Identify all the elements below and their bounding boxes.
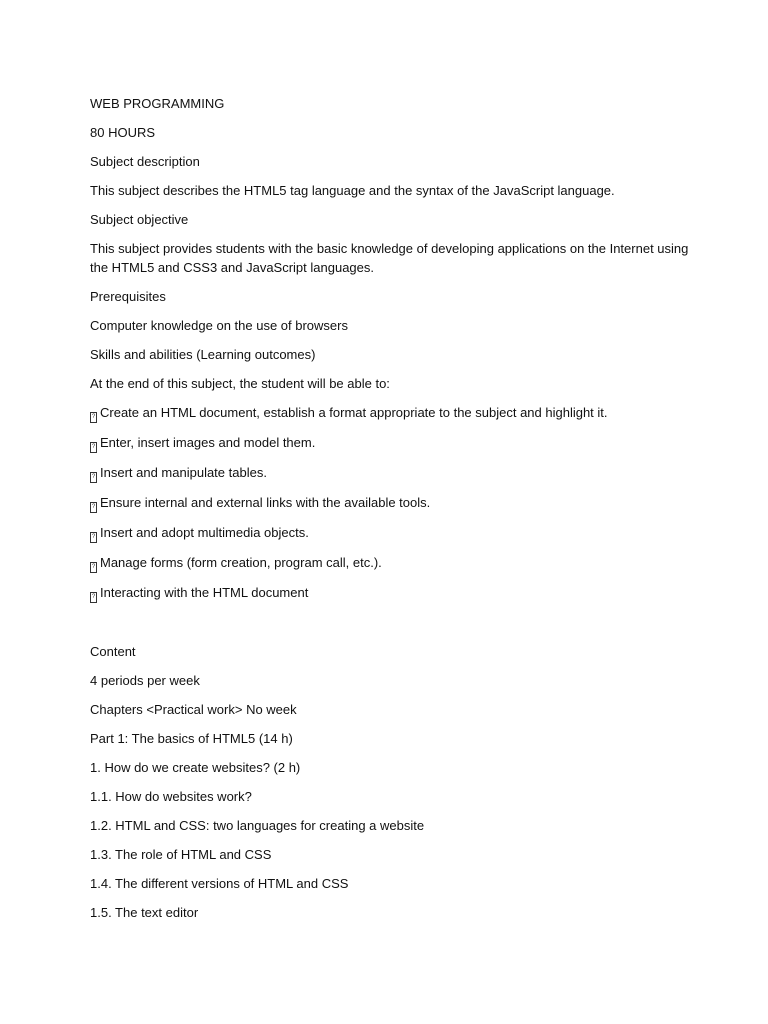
section-item: 1.3. The role of HTML and CSS (90, 847, 272, 862)
skills-intro: At the end of this subject, the student will be able to: (90, 376, 390, 391)
prerequisites-text: Computer knowledge on the use of browsers (90, 318, 348, 333)
outcome-item (90, 403, 690, 423)
document-body (90, 94, 690, 932)
missing-glyph-bullet-icon: ? (90, 532, 97, 543)
description-heading: Subject description (90, 154, 200, 169)
outcome-text: Insert and manipulate tables. (100, 465, 267, 480)
chapters-line: Chapters <Practical work> No week (90, 702, 297, 717)
missing-glyph-bullet-icon: ? (90, 562, 97, 573)
section-item: 1.5. The text editor (90, 905, 199, 920)
outcome-text: Manage forms (form creation, program call, etc.). (100, 555, 382, 570)
outcome-text: Create an HTML document, establish a format appropriate to the subject and highlight it. (100, 405, 608, 420)
outcome-item (90, 583, 690, 603)
outcome-item (90, 433, 690, 453)
course-title: WEB PROGRAMMING (90, 96, 225, 111)
section-item: 1.2. HTML and CSS: two languages for creating a website (90, 818, 425, 833)
section-item: 1.4. The different versions of HTML and CSS (90, 876, 349, 891)
missing-glyph-bullet-icon: ? (90, 502, 97, 513)
outcome-text: Insert and adopt multimedia objects. (100, 525, 309, 540)
missing-glyph-bullet-icon: ? (90, 412, 97, 423)
course-hours: 80 HOURS (90, 125, 156, 140)
missing-glyph-bullet-icon: ? (90, 442, 97, 453)
outcome-text: Ensure internal and external links with the available tools. (100, 495, 431, 510)
outcome-item (90, 553, 690, 573)
spacer (90, 613, 690, 642)
section-item: 1.1. How do websites work? (90, 789, 252, 804)
outcome-item (90, 523, 690, 543)
part-heading: Part 1: The basics of HTML5 (14 h) (90, 731, 293, 746)
description-text: This subject describes the HTML5 tag language and the syntax of the JavaScript language. (90, 183, 615, 198)
content-heading: Content (90, 644, 136, 659)
outcome-text: Interacting with the HTML document (100, 585, 309, 600)
outcome-item (90, 463, 690, 483)
prerequisites-heading: Prerequisites (90, 289, 166, 304)
outcome-text: Enter, insert images and model them. (100, 435, 316, 450)
skills-heading: Skills and abilities (Learning outcomes) (90, 347, 316, 362)
missing-glyph-bullet-icon: ? (90, 472, 97, 483)
outcome-item (90, 493, 690, 513)
chapter-heading: 1. How do we create websites? (2 h) (90, 760, 301, 775)
missing-glyph-bullet-icon: ? (90, 592, 97, 603)
objective-text: This subject provides students with the basic knowledge of developing applications on the Internet using the HTML5 and CSS3 and JavaScript languages. (90, 241, 689, 275)
objective-heading: Subject objective (90, 212, 189, 227)
periods-text: 4 periods per week (90, 673, 200, 688)
